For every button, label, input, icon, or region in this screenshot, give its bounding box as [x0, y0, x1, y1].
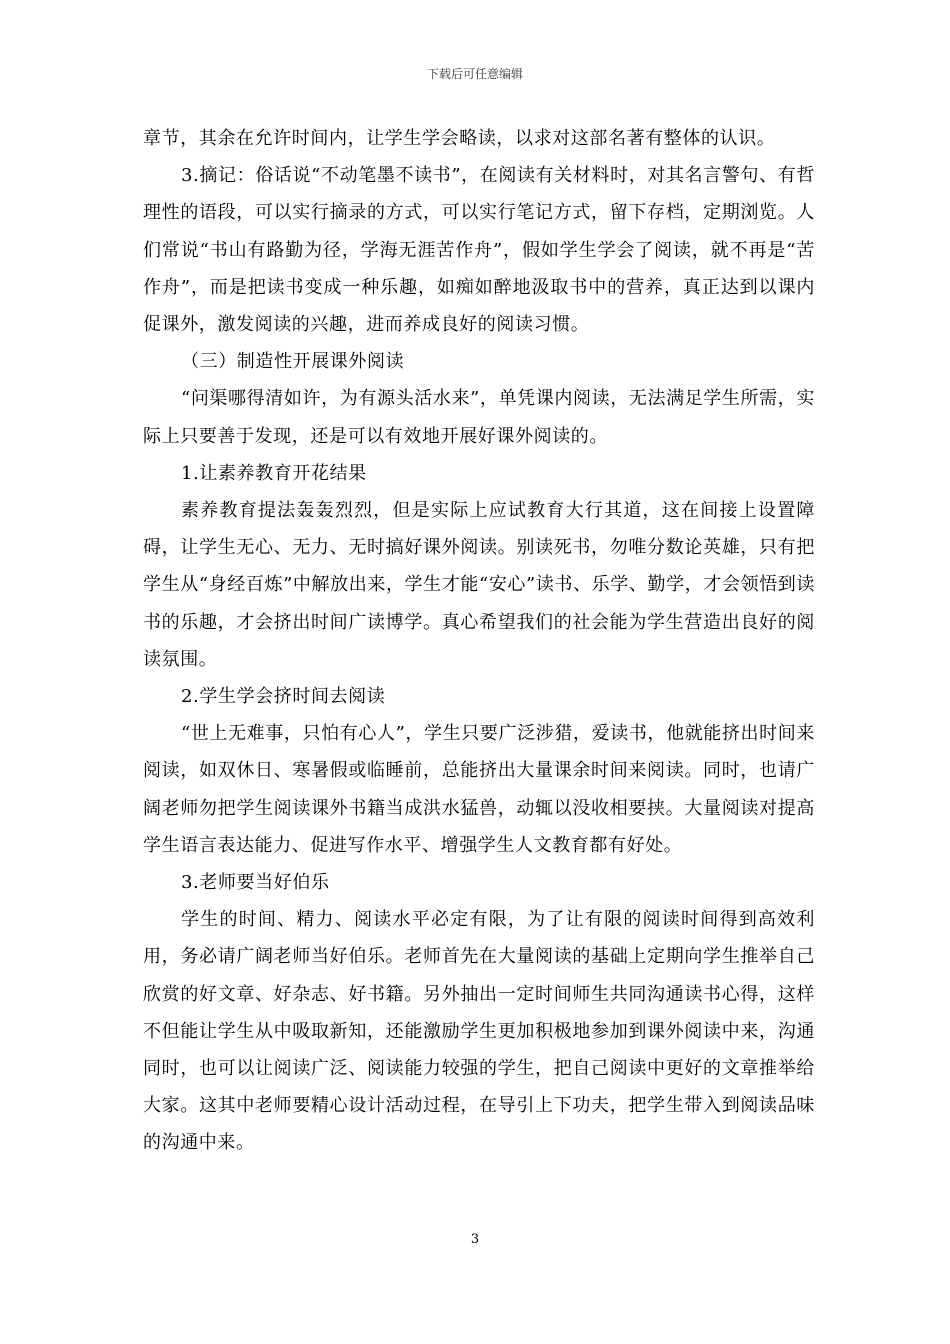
subheading-1: 1.让素养教育开花结果: [181, 462, 367, 484]
paragraph-2: 3.摘记：俗话说“不动笔墨不读书”，在阅读有关材料时，对其名言警句、有哲理性的语段，可以实行摘录的方式，可以实行笔记方式，留下存档，定期浏览。人们常说“书山有路勤为径，学海无涯苦作舟”，假如学生学会了阅读，就不再是“苦作舟”，而是把读书变成一种乐趣，如痴如醉地汲取书中的营养，真正达到以课内促课外，激发阅读的兴趣，进而养成良好的阅读习惯。: [143, 165, 815, 336]
paragraph-4: “问渠哪得清如许，为有源头活水来”，单凭课内阅读，无法满足学生所需，实际上只要善于发现，还是可以有效地开展好课外阅读的。: [143, 388, 815, 447]
document-body: [143, 120, 815, 1162]
subheading-2: 2.学生学会挤时间去阅读: [181, 686, 386, 708]
paragraph-8: “世上无难事，只怕有心人”，学生只要广泛涉猎，爱读书，他就能挤出时间来阅读，如双休日、寒暑假或临睡前，总能挤出大量课余时间来阅读。同时，也请广阔老师勿把学生阅读课外书籍当成洪水猛兽，动辄以没收相要挟。大量阅读对提高学生语言表达能力、促进写作水平、增强学生人文教育都有好处。: [143, 723, 815, 856]
page-number: 3: [470, 1232, 480, 1247]
page-header: 下载后可任意编辑: [426, 67, 523, 81]
paragraph-1: 章节，其余在允许时间内，让学生学会略读，以求对这部名著有整体的认识。: [143, 128, 776, 149]
paragraph-6: 素养教育提法轰轰烈烈，但是实际上应试教育大行其道，这在间接上设置障碍，让学生无心、无力、无时搞好课外阅读。别读死书，勿唯分数论英雄，只有把学生从“身经百炼”中解放出来，学生才能“安心”读书、乐学、勤学，才会领悟到读书的乐趣，才会挤出时间广读博学。真心希望我们的社会能为学生营造出良好的阅读氛围。: [143, 500, 815, 670]
paragraph-10: 学生的时间、精力、阅读水平必定有限，为了让有限的阅读时间得到高效利用，务必请广阔老师当好伯乐。老师首先在大量阅读的基础上定期向学生推举自己欣赏的好文章、好杂志、好书籍。另外抽出一定时间师生共同沟通读书心得，这样不但能让学生从中吸取新知，还能激励学生更加积极地参加到课外阅读中来，沟通同时，也可以让阅读广泛、阅读能力较强的学生，把自己阅读中更好的文章推举给大家。这其中老师要精心设计活动过程，在导引上下功夫，把学生带入到阅读品味的沟通中来。: [143, 909, 815, 1154]
subheading-3: 3.老师要当好伯乐: [181, 872, 330, 894]
section-heading-3: （三）制造性开展课外阅读: [181, 351, 405, 373]
